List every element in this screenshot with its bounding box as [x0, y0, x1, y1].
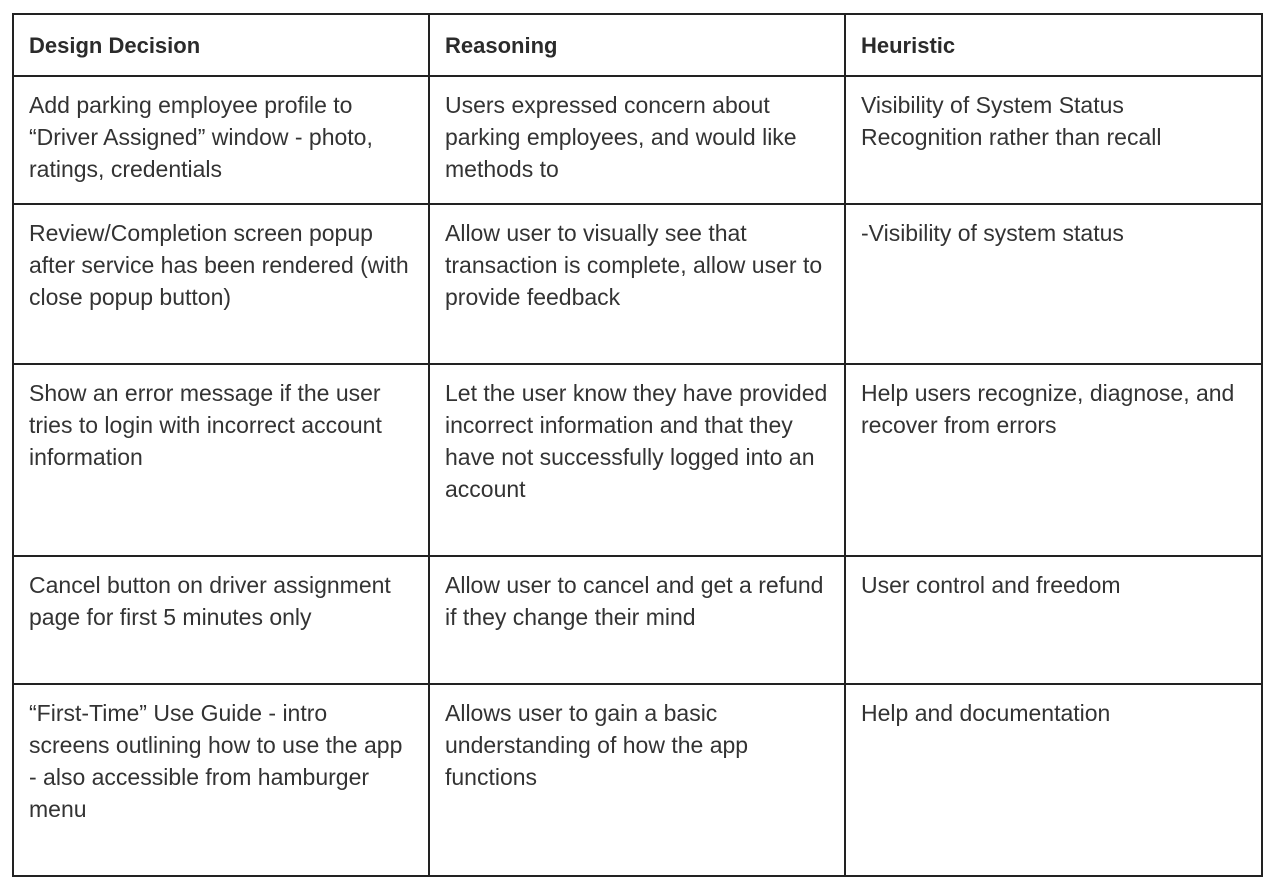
decision-cell: Show an error message if the user tries to login with incorrect account information: [13, 364, 429, 556]
reasoning-cell: Users expressed concern about parking employees, and would like methods to: [429, 76, 845, 204]
reasoning-cell: Allow user to cancel and get a refund if they change their mind: [429, 556, 845, 684]
reasoning-cell: Allows user to gain a basic understanding of how the app functions: [429, 684, 845, 876]
table-row: [13, 684, 1262, 876]
heuristics-table: [12, 13, 1263, 877]
decision-cell: “First-Time” Use Guide - intro screens outlining how to use the app - also accessible from hamburger menu: [13, 684, 429, 876]
column-header-heuristic: Heuristic: [845, 14, 1262, 76]
table-header-row: [13, 14, 1262, 76]
decision-cell: Review/Completion screen popup after service has been rendered (with close popup button): [13, 204, 429, 364]
table-row: [13, 76, 1262, 204]
decision-cell: Add parking employee profile to “Driver Assigned” window - photo, ratings, credentials: [13, 76, 429, 204]
decision-cell: Cancel button on driver assignment page for first 5 minutes only: [13, 556, 429, 684]
reasoning-cell: Allow user to visually see that transaction is complete, allow user to provide feedback: [429, 204, 845, 364]
heuristic-cell: Visibility of System Status Recognition rather than recall: [845, 76, 1262, 204]
table-row: [13, 364, 1262, 556]
column-header-reasoning: Reasoning: [429, 14, 845, 76]
table-row: [13, 204, 1262, 364]
heuristic-cell: -Visibility of system status: [845, 204, 1262, 364]
heuristic-cell: Help users recognize, diagnose, and recover from errors: [845, 364, 1262, 556]
heuristic-cell: Help and documentation: [845, 684, 1262, 876]
heuristic-cell: User control and freedom: [845, 556, 1262, 684]
column-header-design-decision: Design Decision: [13, 14, 429, 76]
table-row: [13, 556, 1262, 684]
reasoning-cell: Let the user know they have provided incorrect information and that they have not successfully logged into an account: [429, 364, 845, 556]
